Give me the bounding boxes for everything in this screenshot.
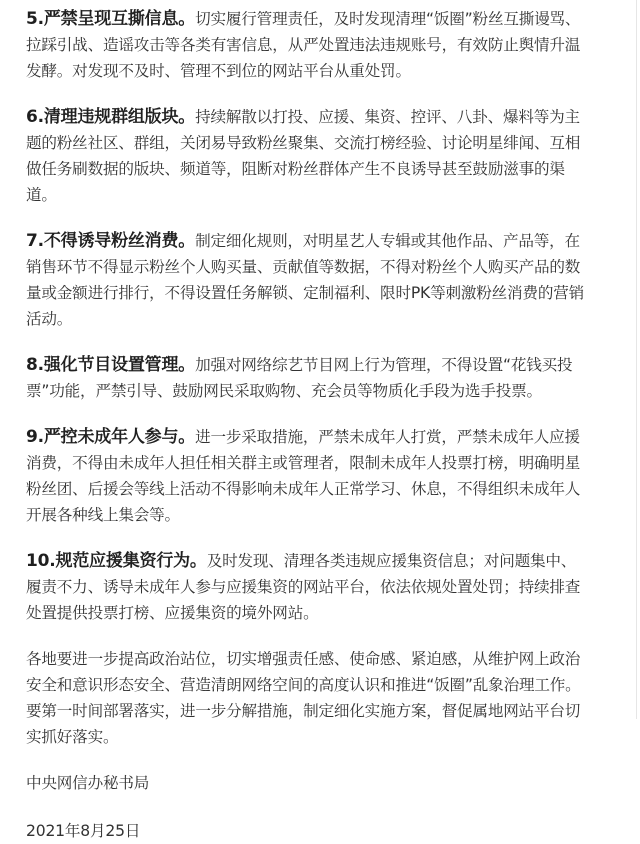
item-heading: 10.规范应援集资行为。	[26, 551, 207, 571]
article-item-8	[26, 352, 588, 404]
item-heading: 6.清理违规群组版块。	[26, 107, 196, 127]
closing-paragraph: 各地要进一步提高政治站位，切实增强责任感、使命感、紧迫感，从维护网上政治安全和意识形态安全、营造清朗网络空间的高度认识和推进“饭圈”乱象治理工作。要第一时间部署落实，进一步分解措施，制定细化实施方案，督促属地网站平台切实抓好落实。	[26, 650, 581, 746]
item-heading: 5.严禁呈现互撕信息。	[26, 9, 196, 29]
article-body	[26, 6, 588, 844]
item-body: 加强对网络综艺节目网上行为管理，不得设置“花钱买投票”功能，严禁引导、鼓励网民采取购物、充会员等物质化手段为选手投票。	[26, 356, 573, 400]
article-item-9	[26, 424, 588, 528]
item-heading: 7.不得诱导粉丝消费。	[26, 231, 196, 251]
item-body: 持续解散以打投、应援、集资、控评、八卦、爆料等为主题的粉丝社区、群组，关闭易导致粉丝聚集、交流打榜经验、讨论明星绯闻、互相做任务刷数据的版块、频道等，阻断对粉丝群体产生不良诱导甚至鼓励滋事的渠道。	[26, 108, 581, 204]
article-item-10	[26, 548, 588, 626]
page-edge-divider	[636, 0, 637, 719]
item-body: 及时发现、清理各类违规应援集资信息；对问题集中、履责不力、诱导未成年人参与应援集资的网站平台，依法依规处置处罚；持续排查处置提供投票打榜、应援集资的境外网站。	[26, 552, 581, 622]
article-item-7	[26, 228, 588, 332]
issuer-signature: 中央网信办秘书局	[26, 774, 150, 792]
issue-date: 2021年8月25日	[26, 822, 141, 840]
item-body: 切实履行管理责任，及时发现清理“饭圈”粉丝互撕谩骂、拉踩引战、造谣攻击等各类有害信息，从严处置违法违规账号，有效防止舆情升温发酵。对发现不及时、管理不到位的网站平台从重处罚。	[26, 10, 581, 80]
article-item-6	[26, 104, 588, 208]
item-body: 制定细化规则，对明星艺人专辑或其他作品、产品等，在销售环节不得显示粉丝个人购买量、贡献值等数据，不得对粉丝个人购买产品的数量或金额进行排行，不得设置任务解锁、定制福利、限时PK等刺激粉丝消费的营销活动。	[26, 232, 585, 328]
article-item-5	[26, 6, 588, 84]
item-heading: 8.强化节目设置管理。	[26, 355, 196, 375]
item-body: 进一步采取措施，严禁未成年人打赏，严禁未成年人应援消费，不得由未成年人担任相关群主或管理者，限制未成年人投票打榜，明确明星粉丝团、后援会等线上活动不得影响未成年人正常学习、休息，不得组织未成年人开展各种线上集会等。	[26, 428, 581, 524]
item-heading: 9.严控未成年人参与。	[26, 427, 196, 447]
